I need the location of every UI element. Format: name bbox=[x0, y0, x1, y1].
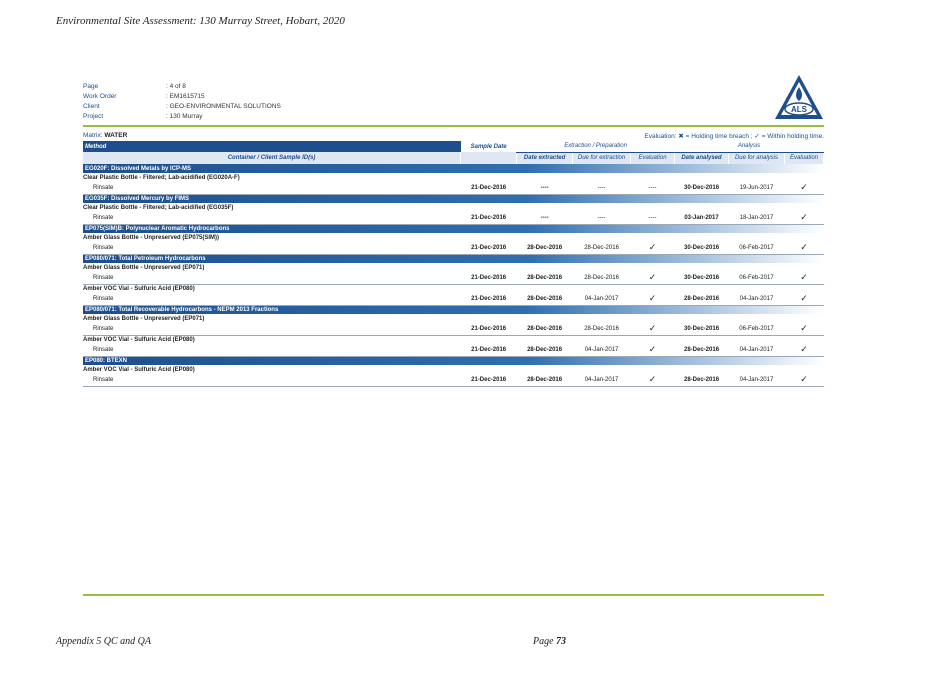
sample-id: Rinsate bbox=[83, 374, 461, 386]
sample-date: 21-Dec-2016 bbox=[461, 272, 517, 284]
header-analysis: Analysis bbox=[675, 141, 824, 152]
meta-value: : GEO-ENVIRONMENTAL SOLUTIONS bbox=[166, 103, 281, 110]
due-for-extraction: 28-Dec-2016 bbox=[573, 242, 631, 254]
date-extracted: 28-Dec-2016 bbox=[517, 323, 573, 335]
due-for-extraction: ---- bbox=[573, 182, 631, 194]
matrix-value: WATER bbox=[104, 132, 128, 139]
container-row bbox=[83, 233, 824, 242]
due-for-extraction: 04-Jan-2017 bbox=[573, 293, 631, 305]
due-for-analysis: 06-Feb-2017 bbox=[729, 323, 785, 335]
date-analysed: 30-Dec-2016 bbox=[675, 182, 729, 194]
date-extracted: 28-Dec-2016 bbox=[517, 242, 573, 254]
extraction-evaluation: ✓ bbox=[631, 374, 675, 386]
footer-appendix: Appendix 5 QC and QA bbox=[56, 636, 151, 647]
header-due-analysis: Due for analysis bbox=[729, 152, 785, 164]
meta-key: Client bbox=[83, 103, 100, 110]
header-blank bbox=[461, 152, 517, 164]
section-title: EP080: BTEXN bbox=[83, 356, 824, 365]
section-header-row bbox=[83, 194, 824, 203]
logo-text: ALS bbox=[791, 105, 807, 114]
section-header-row bbox=[83, 254, 824, 263]
date-analysed: 30-Dec-2016 bbox=[675, 323, 729, 335]
section-title: EG020F: Dissolved Metals by ICP-MS bbox=[83, 164, 824, 173]
due-for-analysis: 04-Jan-2017 bbox=[729, 293, 785, 305]
header-extraction: Extraction / Preparation bbox=[517, 141, 675, 152]
extraction-evaluation: ✓ bbox=[631, 323, 675, 335]
due-for-analysis: 19-Jun-2017 bbox=[729, 182, 785, 194]
container-name: Amber VOC Vial - Sulfuric Acid (EP080) bbox=[83, 336, 195, 343]
sample-date: 21-Dec-2016 bbox=[461, 344, 517, 356]
container-row bbox=[83, 335, 824, 344]
extraction-evaluation: ---- bbox=[631, 212, 675, 224]
section-header-row bbox=[83, 356, 824, 365]
extraction-evaluation: ---- bbox=[631, 182, 675, 194]
extraction-evaluation: ✓ bbox=[631, 344, 675, 356]
meta-value: : 130 Murray bbox=[166, 113, 203, 120]
meta-key: Work Order bbox=[83, 93, 117, 100]
header-sample-date: Sample Date bbox=[461, 141, 517, 152]
container-row bbox=[83, 284, 824, 293]
analysis-evaluation: ✓ bbox=[784, 212, 823, 224]
header-row-2 bbox=[83, 152, 824, 164]
extraction-evaluation: ✓ bbox=[631, 242, 675, 254]
footer-page bbox=[533, 636, 566, 647]
section-header-row bbox=[83, 224, 824, 233]
container-name: Clear Plastic Bottle - Filtered; Lab-acidified (EG035F) bbox=[83, 204, 234, 211]
table-row bbox=[83, 374, 824, 386]
container-row bbox=[83, 173, 824, 182]
analysis-evaluation: ✓ bbox=[784, 242, 823, 254]
header-evaluation-1: Evaluation bbox=[631, 152, 675, 164]
evaluation-legend: Evaluation: ✖ = Holding time breach ; ✓ = Within holding time. bbox=[644, 133, 824, 140]
sample-id: Rinsate bbox=[83, 323, 461, 335]
sample-date: 21-Dec-2016 bbox=[461, 182, 517, 194]
sample-id: Rinsate bbox=[83, 182, 461, 194]
sample-id: Rinsate bbox=[83, 344, 461, 356]
document-header: Environmental Site Assessment: 130 Murray Street, Hobart, 2020 bbox=[56, 15, 345, 27]
header-container: Container / Client Sample ID(s) bbox=[83, 152, 461, 164]
als-logo bbox=[773, 73, 825, 123]
sample-date: 21-Dec-2016 bbox=[461, 374, 517, 386]
extraction-evaluation: ✓ bbox=[631, 272, 675, 284]
matrix-line bbox=[83, 132, 824, 140]
container-row bbox=[83, 314, 824, 323]
container-row bbox=[83, 263, 824, 272]
analysis-evaluation: ✓ bbox=[784, 272, 823, 284]
due-for-analysis: 06-Feb-2017 bbox=[729, 272, 785, 284]
analysis-evaluation: ✓ bbox=[784, 344, 823, 356]
date-extracted: 28-Dec-2016 bbox=[517, 272, 573, 284]
date-extracted: 28-Dec-2016 bbox=[517, 374, 573, 386]
header-date-analysed: Date analysed bbox=[675, 152, 729, 164]
analysis-evaluation: ✓ bbox=[784, 182, 823, 194]
due-for-extraction: 28-Dec-2016 bbox=[573, 323, 631, 335]
table-row bbox=[83, 212, 824, 224]
date-analysed: 03-Jan-2017 bbox=[675, 212, 729, 224]
section-title: EP080/071: Total Recoverable Hydrocarbons - NEPM 2013 Fractions bbox=[83, 305, 824, 314]
footer-rule bbox=[83, 594, 824, 596]
matrix-label bbox=[83, 132, 127, 140]
container-row bbox=[83, 203, 824, 212]
header-due-extraction: Due for extraction bbox=[573, 152, 631, 164]
section-title: EP080/071: Total Petroleum Hydrocarbons bbox=[83, 254, 824, 263]
section-title: EG035F: Dissolved Mercury by FIMS bbox=[83, 194, 824, 203]
sample-date: 21-Dec-2016 bbox=[461, 212, 517, 224]
analysis-evaluation: ✓ bbox=[784, 323, 823, 335]
report-meta bbox=[83, 82, 281, 122]
table-row bbox=[83, 272, 824, 284]
table-row bbox=[83, 344, 824, 356]
extraction-evaluation: ✓ bbox=[631, 293, 675, 305]
meta-key: Page bbox=[83, 83, 99, 90]
due-for-extraction: 04-Jan-2017 bbox=[573, 374, 631, 386]
meta-value: : 4 of 8 bbox=[166, 83, 186, 90]
date-extracted: ---- bbox=[517, 182, 573, 194]
due-for-extraction: 04-Jan-2017 bbox=[573, 344, 631, 356]
meta-row-project bbox=[83, 112, 281, 122]
sample-date: 21-Dec-2016 bbox=[461, 242, 517, 254]
container-name: Clear Plastic Bottle - Filtered; Lab-acidified (EG020A-F) bbox=[83, 174, 240, 181]
container-name: Amber Glass Bottle - Unpreserved (EP071) bbox=[83, 264, 205, 271]
due-for-analysis: 06-Feb-2017 bbox=[729, 242, 785, 254]
meta-row-client bbox=[83, 102, 281, 112]
date-analysed: 28-Dec-2016 bbox=[675, 374, 729, 386]
section-header-row bbox=[83, 305, 824, 314]
meta-row-page bbox=[83, 82, 281, 92]
date-analysed: 30-Dec-2016 bbox=[675, 272, 729, 284]
date-extracted: ---- bbox=[517, 212, 573, 224]
sample-date: 21-Dec-2016 bbox=[461, 293, 517, 305]
header-method: Method bbox=[83, 141, 461, 152]
section-title: EP075(SIM)B: Polynuclear Aromatic Hydrocarbons bbox=[83, 224, 824, 233]
table-row bbox=[83, 293, 824, 305]
footer-page-number: 73 bbox=[556, 636, 567, 647]
meta-row-work-order bbox=[83, 92, 281, 102]
date-extracted: 28-Dec-2016 bbox=[517, 344, 573, 356]
sample-id: Rinsate bbox=[83, 272, 461, 284]
container-name: Amber VOC Vial - Sulfuric Acid (EP080) bbox=[83, 285, 195, 292]
due-for-extraction: 28-Dec-2016 bbox=[573, 272, 631, 284]
table-row bbox=[83, 323, 824, 335]
section-header-row bbox=[83, 164, 824, 173]
date-analysed: 28-Dec-2016 bbox=[675, 293, 729, 305]
date-analysed: 30-Dec-2016 bbox=[675, 242, 729, 254]
sample-date: 21-Dec-2016 bbox=[461, 323, 517, 335]
footer-page-label: Page bbox=[533, 636, 554, 647]
due-for-analysis: 04-Jan-2017 bbox=[729, 374, 785, 386]
sample-id: Rinsate bbox=[83, 293, 461, 305]
meta-key: Project bbox=[83, 113, 104, 120]
header-rule bbox=[83, 125, 824, 127]
header-row-1 bbox=[83, 141, 824, 152]
matrix-label-text: Matrix: bbox=[83, 132, 103, 139]
table-body bbox=[83, 164, 824, 386]
analysis-evaluation: ✓ bbox=[784, 374, 823, 386]
due-for-extraction: ---- bbox=[573, 212, 631, 224]
due-for-analysis: 18-Jan-2017 bbox=[729, 212, 785, 224]
header-evaluation-2: Evaluation bbox=[784, 152, 823, 164]
container-name: Amber Glass Bottle - Unpreserved (EP075(SIM)) bbox=[83, 234, 220, 241]
table-row bbox=[83, 182, 824, 194]
date-extracted: 28-Dec-2016 bbox=[517, 293, 573, 305]
date-analysed: 28-Dec-2016 bbox=[675, 344, 729, 356]
container-name: Amber VOC Vial - Sulfuric Acid (EP080) bbox=[83, 366, 195, 373]
meta-value: : EM1615715 bbox=[166, 93, 205, 100]
header-date-extracted: Date extracted bbox=[517, 152, 573, 164]
sample-id: Rinsate bbox=[83, 212, 461, 224]
table-row bbox=[83, 242, 824, 254]
due-for-analysis: 04-Jan-2017 bbox=[729, 344, 785, 356]
sample-id: Rinsate bbox=[83, 242, 461, 254]
holding-time-table bbox=[83, 141, 824, 387]
container-name: Amber Glass Bottle - Unpreserved (EP071) bbox=[83, 315, 205, 322]
container-row bbox=[83, 365, 824, 374]
analysis-evaluation: ✓ bbox=[784, 293, 823, 305]
